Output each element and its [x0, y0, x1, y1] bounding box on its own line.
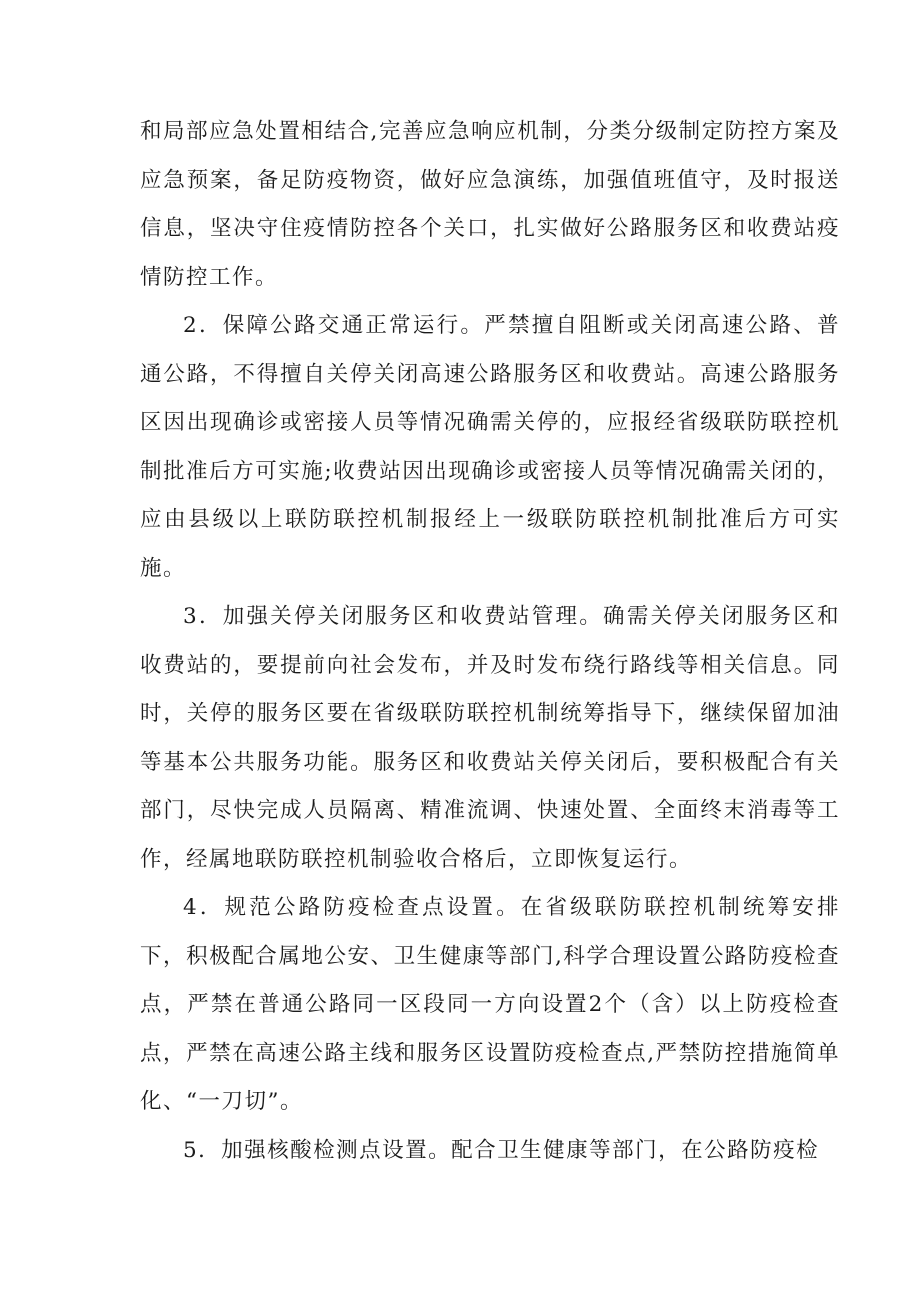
- paragraph-item-2: 2．保障公路交通正常运行。严禁擅自阻断或关闭高速公路、普通公路，不得擅自关停关闭高速公路服务区和收费站。高速公路服务区因出现确诊或密接人员等情况确需关停的，应报经省级联防联控机制批准后方可实施;收费站因出现确诊或密接人员等情况确需关闭的，应由县级以上联防联控机制报经上一级联防联控机制批准后方可实施。: [140, 313, 840, 581]
- paragraph-item-5: 5．加强核酸检测点设置。配合卫生健康等部门，在公路防疫检: [183, 1137, 820, 1163]
- paragraph-item-3: 3．加强关停关闭服务区和收费站管理。确需关停关闭服务区和收费站的，要提前向社会发布，并及时发布绕行路线等相关信息。同时，关停的服务区要在省级联防联控机制统筹指导下，继续保留加油等基本公共服务功能。服务区和收费站关停关闭后，要积极配合有关部门，尽快完成人员隔离、精准流调、快速处置、全面终末消毒等工作，经属地联防联控机制验收合格后，立即恢复运行。: [140, 604, 840, 872]
- paragraph-item-4: 4．规范公路防疫检查点设置。在省级联防联控机制统筹安排下，积极配合属地公安、卫生健康等部门,科学合理设置公路防疫检查点，严禁在普通公路同一区段同一方向设置2个（含）以上防疫检查点，严禁在高速公路主线和服务区设置防疫检查点,严禁防控措施简单化、“一刀切”。: [140, 895, 840, 1114]
- document-body: [140, 108, 840, 1175]
- paragraph-continuation: 和局部应急处置相结合,完善应急响应机制，分类分级制定防控方案及应急预案，备足防疫物资，做好应急演练，加强值班值守，及时报送信息，坚决守住疫情防控各个关口，扎实做好公路服务区和收费站疫情防控工作。: [140, 119, 840, 290]
